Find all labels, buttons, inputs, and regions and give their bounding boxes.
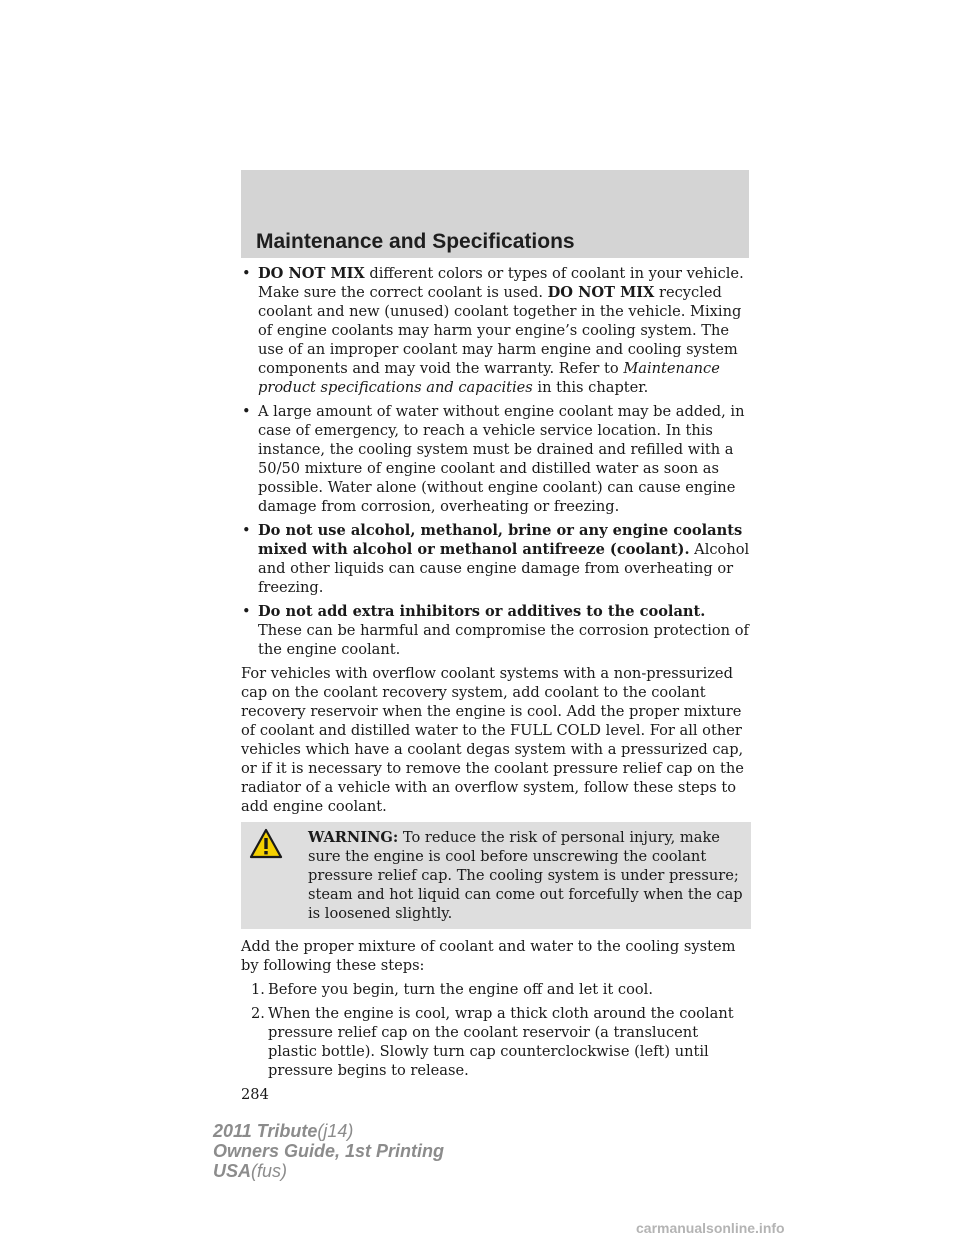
footer-market-code: (fus): [251, 1161, 288, 1181]
body-text: in this chapter.: [532, 379, 649, 396]
bullet-no-alcohol: [241, 521, 751, 597]
step-item: [241, 1004, 751, 1080]
bullet-water-emergency: [241, 402, 751, 516]
step-number: 2.: [251, 1005, 265, 1022]
warning-body: To reduce the risk of personal injury, make sure the engine is cool before unscrewing the coolant pressure relief cap. The cooling system is under pressure; steam and hot liquid can come out forcefully when the cap is loosened slightly.: [308, 829, 743, 922]
warning-label: WARNING:: [308, 829, 399, 846]
section-title: Maintenance and Specifications: [256, 230, 575, 253]
body-text: different colors or types of coolant in your vehicle. Make sure the correct coolant is used.: [258, 265, 744, 301]
step-text: Before you begin, turn the engine off and let it cool.: [268, 981, 653, 998]
step-text: When the engine is cool, wrap a thick cloth around the coolant pressure relief cap on the coolant reservoir (a translucent plastic bottle). Slowly turn cap counterclockwise (left) until pressure begins to release.: [268, 1005, 734, 1079]
footer-model: 2011 Tribute: [213, 1121, 318, 1141]
bullet-do-not-mix: [241, 264, 751, 397]
body-text: Alcohol and other liquids can cause engine damage from overheating or freezing.: [258, 541, 750, 596]
bullet-dot: •: [242, 522, 251, 539]
step-item: [241, 980, 751, 999]
body-text: recycled coolant and new (unused) coolant together in the vehicle. Mixing of engine coolants may harm your engine’s cooling system. The use of an improper coolant may harm engine and cooling system components and may void the warranty. Refer to: [258, 284, 742, 377]
steps-list: [241, 980, 751, 1080]
bullet-dot: •: [242, 403, 251, 420]
overflow-coolant-paragraph: For vehicles with overflow coolant systems with a non-pressurized cap on the coolant recovery system, add coolant to the coolant recovery reservoir when the engine is cool. Add the proper mixture of coolant and distilled water to the FULL COLD level. For all other vehicles which have a coolant degas system with a pressurized cap, or if it is necessary to remove the coolant pressure relief cap on the radiator of a vehicle with an overflow system, follow these steps to add engine coolant.: [241, 665, 744, 815]
warning-text: [243, 828, 747, 923]
emphasis-text: DO NOT MIX: [547, 284, 655, 301]
page-body: [241, 264, 751, 1104]
footer-edition: Owners Guide, 1st Printing: [213, 1141, 445, 1161]
bullet-dot: •: [242, 265, 251, 282]
cross-reference: Maintenance product specifications and capacities: [258, 360, 720, 396]
site-watermark: carmanualsonline.info: [636, 1220, 785, 1236]
body-text: These can be harmful and compromise the corrosion protection of the engine coolant.: [258, 622, 749, 658]
footer-model-code: (j14): [317, 1121, 354, 1141]
emphasis-text: DO NOT MIX: [258, 265, 365, 282]
warning-box: [241, 822, 751, 929]
footer-market: USA: [213, 1161, 252, 1181]
step-number: 1.: [251, 981, 265, 998]
steps-intro-paragraph: Add the proper mixture of coolant and water to the cooling system by following these steps:: [241, 938, 736, 974]
print-footer: [213, 1121, 444, 1181]
emphasis-text: Do not use alcohol, methanol, brine or any engine coolants mixed with alcohol or methanol antifreeze (coolant).: [258, 522, 743, 558]
body-text: A large amount of water without engine coolant may be added, in case of emergency, to reach a vehicle service location. In this instance, the cooling system must be drained and refilled with a 50/50 mixture of engine coolant and distilled water as soon as possible. Water alone (without engine coolant) can cause engine damage from corrosion, overheating or freezing.: [258, 403, 745, 515]
page-number: 284: [241, 1086, 269, 1103]
warning-triangle-icon: [249, 828, 283, 859]
bullet-dot: •: [242, 603, 251, 620]
bullet-no-additives: [241, 602, 751, 659]
emphasis-text: Do not add extra inhibitors or additives to the coolant.: [258, 603, 706, 620]
